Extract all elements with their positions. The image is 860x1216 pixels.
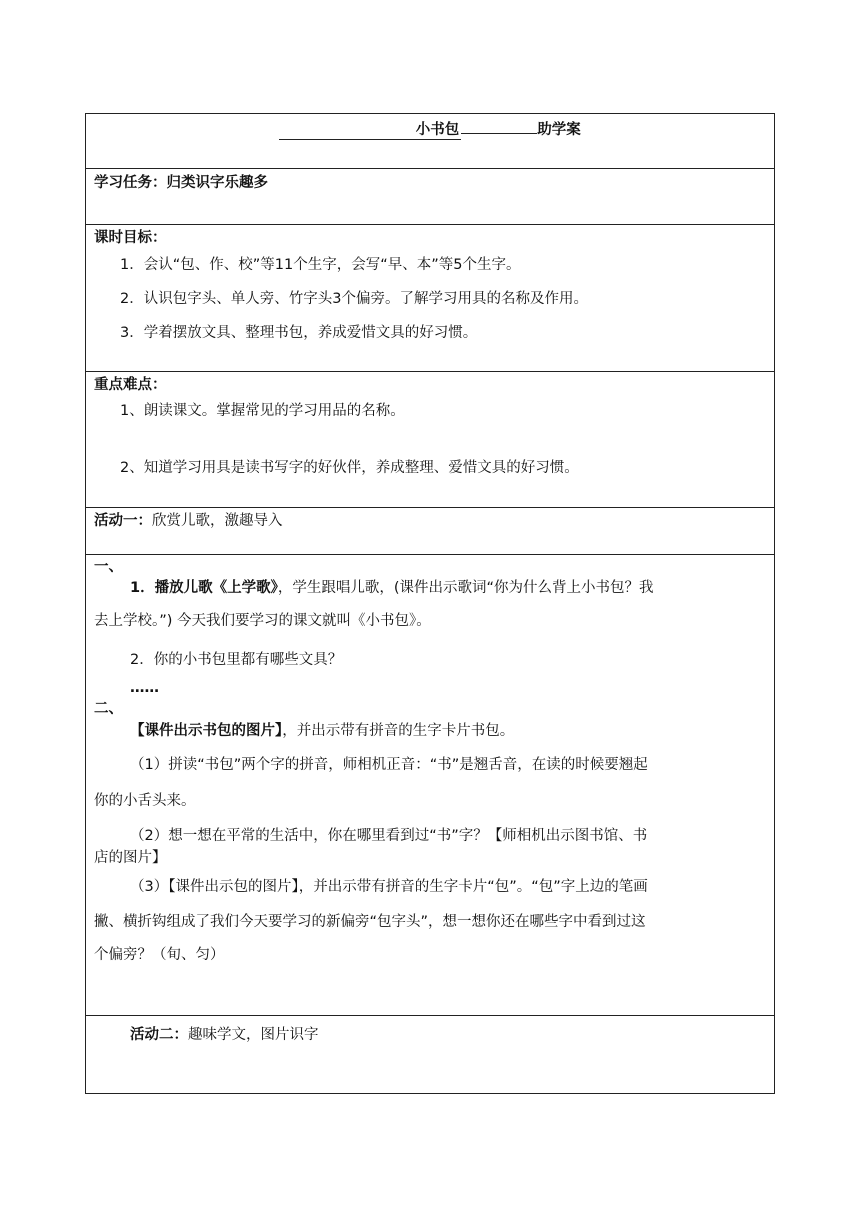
row-divider [86,1015,774,1016]
activity1-label: 活动一： [94,513,152,529]
part2-line: 你的小舌头来。 [94,793,196,809]
part2-marker: 二、 [94,701,123,717]
part2-line [130,721,514,741]
part2-line: 店的图片】 [94,850,167,866]
objective-item: 2．认识包字头、单人旁、竹字头3个偏旁。了解学习用具的名称及作用。 [120,291,588,307]
part2-line: 个偏旁？（旬、匀） [94,947,225,963]
part2-line: （1）拼读“书包”两个字的拼音，师相机正音：“书”是翘舌音，在读的时候要翘起 [130,757,648,773]
row-divider [86,371,774,372]
part1-song-title: 1．播放儿歌《上学歌》 [130,580,278,596]
part1-line1-text: ，学生跟唱儿歌，(课件出示歌词“你为什么背上小书包？我 [277,580,654,596]
part1-line: 2．你的小书包里都有哪些文具？ [130,652,343,668]
title-suffix: 助学案 [537,122,581,138]
learning-task-value: 归类识字乐趣多 [166,175,268,191]
keypoint-item: 2、知道学习用具是读书写字的好伙伴，养成整理、爱惜文具的好习惯。 [120,460,579,476]
part1-marker: 一、 [94,559,123,575]
activity2-value: 趣味学文，图片识字 [188,1027,319,1043]
part2-line: （2）想一想在平常的生活中，你在哪里看到过“书”字？【师相机出示图书馆、书 [130,828,648,844]
part1-ellipsis: …… [130,680,159,696]
activity2-heading [130,1025,319,1045]
row-divider [86,224,774,225]
part2-line1-text: ，并出示带有拼音的生字卡片书包。 [282,723,515,739]
learning-task-label: 学习任务： [94,175,167,191]
row-divider [86,507,774,508]
title-lesson-name: 小书包 [279,121,461,140]
part2-line: （3）【课件出示包的图片】，并出示带有拼音的生字卡片“包”。“包”字上边的笔画 [130,879,648,895]
lesson-table [85,113,775,1094]
objectives-label: 课时目标： [94,230,167,246]
activity1-value: 欣赏儿歌，激趣导入 [152,513,283,529]
part2-line: 撇、横折钩组成了我们今天要学习的新偏旁“包字头”，想一想你还在哪些字中看到过这 [94,914,646,930]
part1-line: 去上学校。”) 今天我们要学习的课文就叫《小书包》。 [94,613,431,629]
activity2-label: 活动二： [130,1027,188,1043]
row-divider [86,554,774,555]
keypoints-label: 重点难点： [94,377,167,393]
document-title [86,120,774,140]
objective-item: 1．会认“包、作、校”等11个生字，会写“早、本”等5个生字。 [120,257,521,273]
keypoint-item: 1、朗读课文。掌握常见的学习用品的名称。 [120,403,405,419]
learning-task [94,173,268,193]
objective-item: 3．学着摆放文具、整理书包，养成爱惜文具的好习惯。 [120,325,478,341]
title-underline [461,133,537,134]
row-divider [86,168,774,169]
part1-line [130,578,654,598]
part2-courseware-note: 【课件出示书包的图片】 [130,723,283,739]
activity1-heading [94,511,283,531]
